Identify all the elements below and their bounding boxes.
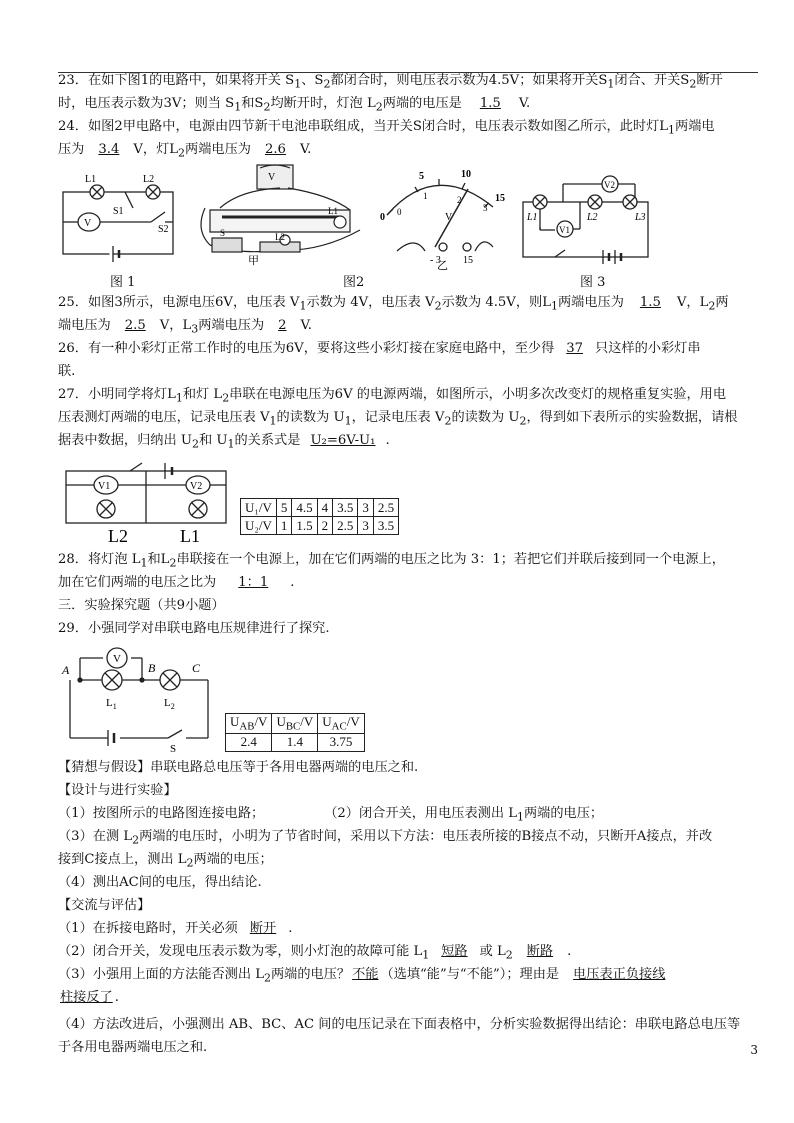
svg-text:B: B (148, 661, 156, 675)
svg-text:L3: L3 (635, 212, 646, 223)
svg-text:L2: L2 (143, 174, 155, 185)
q29-eval-4-line1: （4）方法改进后，小强测出 AB、BC、AC 间的电压记录在下面表格中，分析实验数据得出结论：串联电路总电压等 (58, 1017, 741, 1032)
q29-step-3-line1: （3）在测 $L_2$两端的电压时，小明为了节省时间，采用以下方法：电压表所接的B接点不动，只断开A接点，并改 (58, 829, 713, 847)
figure-2-jia-photo (200, 160, 370, 268)
svg-text:C: C (192, 661, 201, 675)
q27-line2: 压表测灯两端的电压，记录电压表 $V_1$的读数为 $U_1$，记录电压表 $V_2$的读数为 $U_2$，得到如下表所示的实验数据，请根 (58, 410, 738, 428)
svg-text:L2: L2 (108, 526, 128, 546)
svg-text:L1: L1 (85, 174, 97, 185)
q27-data-table (240, 498, 399, 535)
q29-answer-1: 断开 (249, 921, 277, 936)
yi-label: 乙 (437, 260, 448, 270)
svg-text:10: 10 (461, 169, 471, 180)
svg-text:0: 0 (380, 212, 385, 223)
svg-text:L1: $L_1$ (106, 697, 117, 711)
svg-text:L2: $L_2$ (164, 697, 175, 711)
q29-answer-2b: 断路 (526, 944, 554, 959)
q29-guess: 【猜想与假设】串联电路总电压等于各用电器两端的电压之和. (58, 760, 419, 775)
svg-text:V2: V2 (604, 180, 615, 190)
q25-answer-2: 2.5 (124, 318, 146, 333)
svg-text:3: 3 (483, 203, 488, 213)
svg-text:L1: L1 (328, 206, 338, 216)
table-row: 2.4 1.4 3.75 (226, 733, 365, 751)
svg-text:S1: S1 (113, 206, 124, 217)
svg-text:0: 0 (397, 207, 402, 217)
q29-intro: 29．小强同学对串联电路电压规律进行了探究. (58, 621, 330, 636)
q25-answer-3: 2 (278, 318, 287, 333)
q24-line1: 24．如图2甲电路中，电源由四节新干电池串联组成，当开关S闭合时，电压表示数如图乙所示，此时灯$L_1$两端电 (58, 119, 715, 137)
q27-circuit (60, 457, 235, 547)
figure-2-caption: 图2 (343, 275, 365, 290)
q29-eval-heading: 【交流与评估】 (58, 898, 151, 913)
svg-text:A: A (62, 663, 70, 677)
q29-data-table (225, 713, 365, 752)
q25-line1: 25．如图3所示，电源电压6V，电压表 $V_1$示数为 4V，电压表 $V_2$示数为 4.5V，则$L_1$两端电压为 1.5 V，$L_2$两 (58, 295, 729, 313)
page-number: 3 (750, 1043, 758, 1057)
svg-text:S: S (220, 228, 226, 238)
svg-text:1: 1 (423, 191, 428, 201)
q29-design-heading: 【设计与进行实验】 (58, 783, 177, 798)
q29-eval-1: （1）在拆接电路时，开关必须 断开 . (58, 921, 293, 936)
q29-answer-2a: 短路 (441, 944, 468, 959)
q26-line2: 联. (58, 364, 76, 379)
q29-eval-2: （2）闭合开关，发现电压表示数为零，则小灯泡的故障可能 $L_1$ 短路 或 $L_2$ 断路 . (58, 944, 572, 962)
svg-text:S: S (170, 743, 177, 755)
figure-3-caption: 图 3 (580, 275, 606, 290)
q28-line2: 加在它们两端的电压之比为 1：1 . (58, 575, 295, 590)
q25-answer-1: 1.5 (639, 295, 661, 310)
q29-eval-3-line1: （3）小强用上面的方法能否测出 $L_2$两端的电压？ 不能 （选填“能”与“不能”）；理由是 电压表正负接线 (58, 967, 666, 985)
q27-answer: U₂=6V-U₁ (310, 433, 376, 448)
q29-answer-3a: 不能 (352, 967, 379, 982)
svg-text:L1: L1 (180, 526, 200, 546)
section-3-title: 三．实验探究题（共9小题） (58, 598, 225, 613)
q29-eval-4-line2: 于各用电器两端电压之和. (58, 1040, 208, 1055)
q29-answer-3b: 电压表正负接线 (573, 967, 666, 982)
q29-step-3-line2: 接到C接点上，测出 $L_2$两端的电压； (58, 852, 273, 870)
table-row: U₁/V 5 4.5 4 3.5 3 2.5 (241, 499, 399, 517)
svg-text:V2: V2 (190, 481, 203, 492)
svg-text:5: 5 (419, 171, 424, 182)
q26-line1: 26．有一种小彩灯正常工作时的电压为6V，要将这些小彩灯接在家庭电路中，至少得 37 只这样的小彩灯串 (58, 341, 701, 356)
svg-text:S2: S2 (158, 224, 169, 235)
figure-3-circuit (515, 172, 655, 264)
svg-text:V1: V1 (98, 481, 111, 492)
q24-answer-1: 3.4 (98, 142, 120, 157)
jia-label: 甲 (248, 255, 259, 267)
q25-line2: 端电压为 2.5 V，$L_3$两端电压为 2 V. (58, 318, 312, 336)
q29-circuit (58, 640, 223, 755)
q23-answer: 1.5 (479, 96, 501, 111)
figure-2-yi-voltmeter (375, 165, 515, 270)
table-row: $U_{AB}/V$ $U_{BC}/V$ $U_{AC}/V$ (226, 714, 365, 734)
svg-text:V: V (445, 212, 453, 223)
q28-line1: 28．将灯泡 $L_1$和$L_2$串联接在一个电源上，加在它们两端的电压之比为 3：1；若把它们并联后接到同一个电源上， (58, 552, 725, 570)
q27-line3: 据表中数据，归纳出 $U_2$和 $U_1$的关系式是 U₂=6V-U₁ . (58, 433, 390, 451)
q23-line2: 时，电压表示数为3V；则当 $S_1$和$S_2$均断开时，灯泡 $L_2$两端的电压是 1.5 V. (58, 96, 531, 114)
svg-text:15: 15 (463, 255, 473, 266)
table-row: U₂/V 1 1.5 2 2.5 3 3.5 (241, 517, 399, 535)
svg-text:15: 15 (495, 193, 505, 204)
svg-text:V: V (84, 218, 92, 229)
svg-text:V1: V1 (559, 225, 570, 235)
q24-answer-2: 2.6 (264, 142, 286, 157)
svg-text:V: V (268, 172, 276, 183)
svg-text:L2: L2 (587, 212, 598, 223)
q29-eval-3-line2: 柱接反了 . (60, 990, 119, 1005)
q29-step-1-2: （1）按图所示的电路图连接电路； （2）闭合开关，用电压表测出 $L_1$两端的电压； (58, 806, 604, 824)
q23-line1: 23．在如下图1的电路中，如果将开关 $S_1$、$S_2$都闭合时，则电压表示数为4.5V；如果将开关$S_1$闭合、开关$S_2$断开 (58, 73, 723, 91)
svg-text:V: V (113, 653, 121, 665)
figure-1-circuit (55, 170, 185, 265)
q27-line1: 27．小明同学将灯$L_1$和灯 $L_2$串联在电源电压为6V 的电源两端，如图所示，小明多次改变灯的规格重复实验，用电 (58, 387, 727, 405)
q26-answer: 37 (566, 341, 584, 356)
figure-1-caption: 图 1 (110, 275, 136, 290)
q29-step-4: （4）测出AC间的电压，得出结论. (58, 875, 262, 890)
svg-text:2: 2 (457, 195, 462, 205)
q28-answer: 1：1 (238, 575, 269, 590)
svg-text:- 3: - 3 (430, 255, 441, 266)
q24-line2: 压为 3.4 V，灯$L_2$两端电压为 2.6 V. (58, 142, 312, 160)
svg-text:L1: L1 (527, 212, 538, 223)
svg-text:L2: L2 (275, 232, 285, 242)
